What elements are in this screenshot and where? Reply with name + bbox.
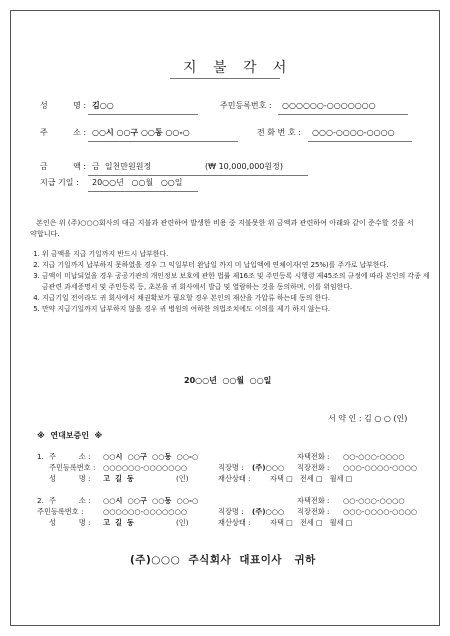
- amount-underline: [88, 175, 308, 176]
- rrn-label: 주민등록번호 :: [220, 101, 272, 110]
- guarantor-2-work-label: 직장명 :: [218, 507, 244, 516]
- guarantor-2-property-label: 재산상태 :: [218, 518, 251, 527]
- amount-numeric: (₩ 10,000,000원정): [205, 162, 283, 171]
- term-item: 2. 지급 기일까지 납부하지 못하였을 경우 그 익일부터 완납일 까지 미 납입액에 연체이자(연 25%)를 주가로 납부한다.: [42, 260, 432, 271]
- guarantor-2-work-value: (주)○○○: [252, 507, 285, 516]
- guarantor-1-work-label: 직장명 :: [218, 463, 244, 472]
- name-value: 김○○: [92, 101, 114, 110]
- guarantor-1-home-phone-value: ○○-○○○-○○○○: [343, 452, 405, 461]
- guarantor-1-home-phone-label: 자택전화 :: [297, 452, 330, 461]
- name-label: 성 명 :: [40, 101, 87, 110]
- signer-line: 서 약 인 : 김 ○ ○ (인): [328, 414, 408, 423]
- addressee: (주)○○○ 주식회사 대표이사 귀하: [130, 554, 316, 566]
- guarantor-1-work-phone-value: ○○○-○○○○-○○○○: [343, 463, 418, 472]
- guarantor-1-work-value: (주)○○○: [252, 463, 285, 472]
- term-item: 4. 지급기일 전이라도 귀 회사에서 채권확보가 필요할 경우 본인의 재산을 가압류 하는데 동의 한다.: [42, 293, 432, 304]
- guarantor-2-property-options: 자택 □ 전세 □ 월세 □: [270, 518, 353, 527]
- guarantor-1-name-label: 성 명 :: [49, 474, 91, 483]
- guarantor-2-work-phone-label: 직장전화 :: [297, 507, 330, 516]
- guarantor-2-seal: (인): [176, 518, 189, 527]
- guarantor-1-property-options: 자택 □ 전세 □ 월세 □: [270, 474, 353, 483]
- due-value: 20○○년 ○○월 ○○일: [92, 178, 183, 187]
- guarantor-heading: ※ 연대보증인 ※: [37, 431, 103, 440]
- due-label: 지급 기일 :: [40, 178, 79, 187]
- term-item: 1. 위 금액을 지급 기일까지 반드시 납부한다.: [42, 249, 432, 260]
- phone-label: 전 화 번 호 :: [257, 128, 301, 137]
- guarantor-1-number: 1.: [37, 452, 44, 461]
- guarantor-1-work-phone-label: 직장전화 :: [297, 463, 330, 472]
- phone-underline: [308, 141, 412, 142]
- rrn-value: ○○○○○○-○○○○○○○: [282, 101, 376, 110]
- term-item: 3. 금액이 미납되었을 경우 공공기관의 개인정보 보호에 관한 법률 제16조 및 주민등록 시행령 제45조의 규정에 따라 본인의 각종 세금관련 과세증명서 및 주민등록 등, 초본을 귀 회사에서 발급 및 열람하는 것을 동의하며, 이를 위임한다.: [42, 271, 432, 293]
- guarantor-1-rrn-value: ○○○○○○-○○○○○○○: [103, 463, 188, 472]
- address-value: ○○시 ○○구 ○○동 ○○-○: [92, 128, 190, 137]
- guarantor-2-work-phone-value: ○○○-○○○○-○○○○: [343, 507, 418, 516]
- amount-label: 금 액 :: [40, 162, 87, 171]
- guarantor-2-address-value: ○○시 ○○구 ○○동 ○○-○: [103, 496, 199, 505]
- rrn-underline: [278, 114, 408, 115]
- name-underline: [88, 114, 198, 115]
- intro-paragraph: 본인은 위 (주)○○○회사의 대금 지불과 관련하여 발생한 비용 중 지불못한 위 금액과 관련하여 아래와 같이 준수할 것을 서약합니다.: [30, 218, 414, 238]
- document-title: 지 불 각 서: [183, 60, 293, 76]
- address-label: 주 소 :: [40, 128, 87, 137]
- guarantor-1-address-value: ○○시 ○○구 ○○동 ○○-○: [103, 452, 199, 461]
- guarantor-1-rrn-label: 주민등록번호 :: [49, 463, 96, 472]
- guarantor-2-name-value: 고 길 동: [103, 518, 134, 527]
- guarantor-2-rrn-value: ○○○○○○-○○○○○○○: [103, 507, 188, 516]
- terms-list: [28, 249, 432, 315]
- guarantor-1-address-label: 주 소 :: [49, 452, 91, 461]
- guarantor-1-property-label: 재산상태 :: [218, 474, 251, 483]
- term-item: 5. 만약 지급기일까지 납부하지 않을 경우 귀 병원의 여하한 의법조치에도 이의를 제기 하지 않는다.: [42, 304, 432, 315]
- guarantor-1-seal: (인): [176, 474, 189, 483]
- guarantor-1-name-value: 고 길 동: [103, 474, 134, 483]
- amount-value: 금 일천만원원정: [92, 162, 152, 171]
- phone-value: ○○○-○○○○-○○○○: [312, 128, 395, 137]
- guarantor-2-home-phone-label: 자택전화 :: [297, 496, 330, 505]
- guarantor-2-rrn-label: 주민등록번호 :: [37, 507, 84, 516]
- address-underline: [88, 141, 238, 142]
- guarantor-2-home-phone-value: ○○-○○○-○○○○: [343, 496, 405, 505]
- guarantor-2-name-label: 성 명 :: [49, 518, 91, 527]
- due-underline: [88, 191, 198, 192]
- guarantor-2-number: 2.: [37, 496, 44, 505]
- document-date: 20○○년 ○○월 ○○일: [184, 376, 272, 385]
- guarantor-2-address-label: 주 소 :: [49, 496, 91, 505]
- title-underline: [170, 78, 280, 79]
